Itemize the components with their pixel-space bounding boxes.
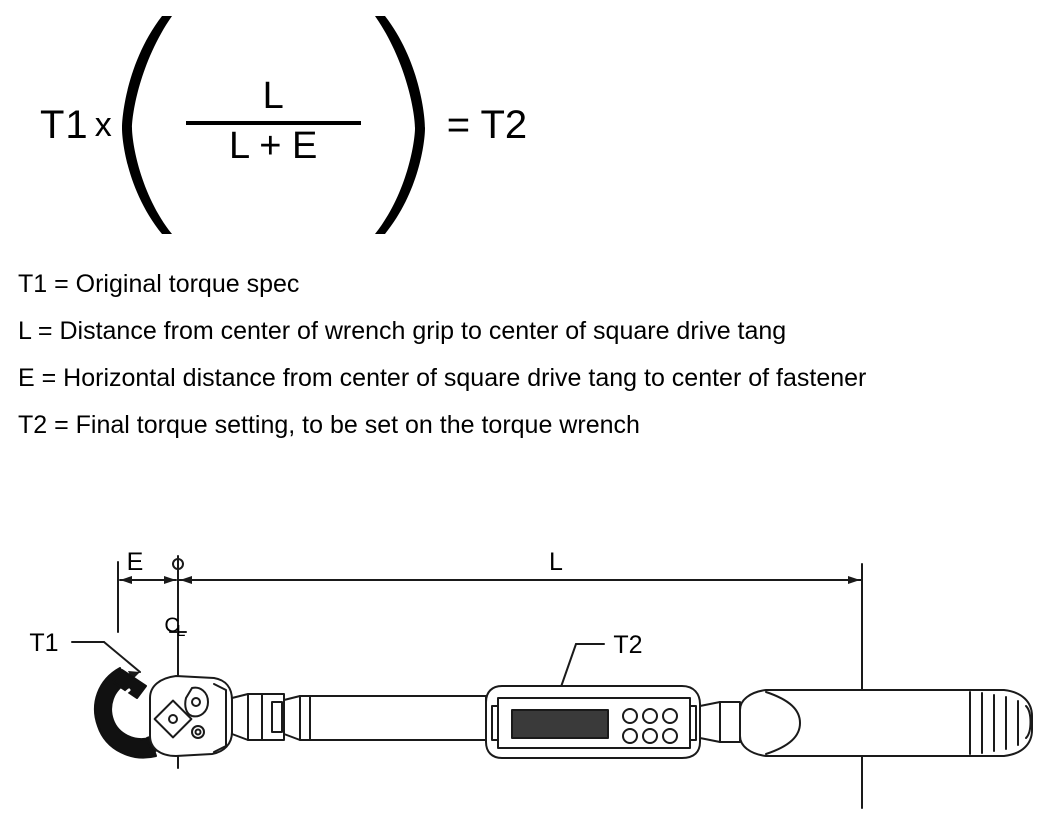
legend-item-l: L = Distance from center of wrench grip to center of square drive tang	[18, 317, 787, 345]
fraction	[186, 77, 361, 173]
legend-item-t1: T1 = Original torque spec	[18, 270, 300, 298]
centerline-symbol-c: C	[164, 614, 180, 637]
formula-multiply-sign: x	[94, 105, 112, 144]
formula-t1: T1	[40, 102, 89, 147]
formula-expression	[40, 10, 527, 240]
leader-label-t2: T2	[613, 631, 643, 659]
legend-item-e: E = Horizontal distance from center of square drive tang to center of fastener	[18, 364, 867, 392]
legend-list	[18, 272, 1038, 460]
legend-item-t2: T2 = Final torque setting, to be set on the torque wrench	[18, 411, 640, 439]
formula-block	[0, 0, 1049, 250]
torque-wrench-diagram	[0, 520, 1049, 813]
right-parenthesis	[367, 10, 425, 240]
dimension-label-e: E	[126, 548, 144, 576]
fraction-denominator: L + E	[228, 125, 318, 167]
leader-label-t1: T1	[29, 629, 59, 657]
centerline-symbol-l: L	[176, 623, 186, 640]
formula-result: = T2	[446, 102, 528, 147]
fraction-numerator: L	[262, 75, 284, 118]
left-parenthesis	[122, 10, 180, 240]
dimension-label-l: L	[549, 548, 563, 576]
